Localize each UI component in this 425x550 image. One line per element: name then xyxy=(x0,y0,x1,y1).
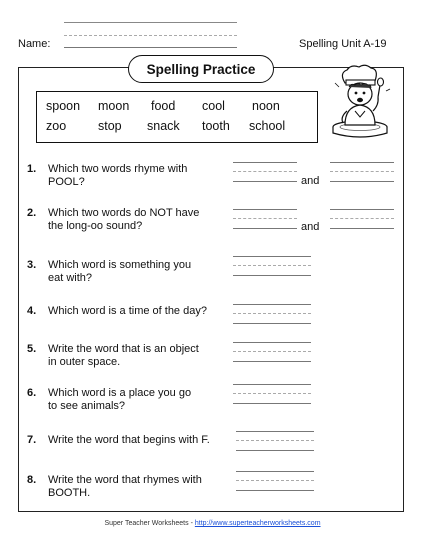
question-line: the long-oo sound? xyxy=(48,220,143,232)
question-line: Which word is a time of the day? xyxy=(48,305,207,317)
footer-text: Super Teacher Worksheets - xyxy=(104,520,195,527)
word-bank-word: noon xyxy=(252,99,280,113)
answer-line[interactable] xyxy=(330,209,394,229)
question-line: Write the word that is an object xyxy=(48,343,199,355)
question-line: to see animals? xyxy=(48,400,126,412)
name-write-line[interactable] xyxy=(64,47,237,48)
question-line: Write the word that begins with F. xyxy=(48,434,210,446)
word-bank-word: moon xyxy=(98,99,130,113)
name-label: Name: xyxy=(18,38,51,50)
answer-line[interactable] xyxy=(330,162,394,182)
word-bank-word: food xyxy=(151,99,176,113)
word-bank-word: cool xyxy=(202,99,225,113)
question-number: 8. xyxy=(27,474,37,486)
answer-line[interactable] xyxy=(233,304,311,324)
word-bank-word: zoo xyxy=(46,119,67,133)
answer-line[interactable] xyxy=(233,209,297,229)
and-label: and xyxy=(301,175,320,187)
question-number: 4. xyxy=(27,305,37,317)
word-bank xyxy=(36,91,318,143)
answer-line[interactable] xyxy=(236,471,314,491)
word-bank-word: spoon xyxy=(46,99,81,113)
and-label: and xyxy=(301,221,320,233)
word-bank-word: snack xyxy=(147,119,180,133)
answer-line[interactable] xyxy=(233,162,297,182)
question-number: 6. xyxy=(27,387,37,399)
question-text xyxy=(48,163,187,189)
answer-line[interactable] xyxy=(236,431,314,451)
answer-line[interactable] xyxy=(233,384,311,404)
question-line: Which two words rhyme with xyxy=(48,163,188,175)
worksheet-title: Spelling Practice xyxy=(128,55,274,83)
question-text xyxy=(48,305,207,318)
question-number: 7. xyxy=(27,434,37,446)
footer-link[interactable]: http://www.superteacherworksheets.com xyxy=(194,520,321,527)
question-text xyxy=(48,343,199,369)
answer-line[interactable] xyxy=(233,256,311,276)
question-line: POOL? xyxy=(48,176,85,188)
answer-line[interactable] xyxy=(233,342,311,362)
question-line: Which two words do NOT have xyxy=(48,207,200,219)
unit-label: Spelling Unit A-19 xyxy=(299,38,387,50)
question-text xyxy=(48,474,202,500)
question-text xyxy=(48,207,199,233)
question-number: 3. xyxy=(27,259,37,271)
question-text xyxy=(48,434,210,447)
name-guide-dash xyxy=(64,35,237,36)
chef-cartoon-icon xyxy=(325,63,395,143)
question-line: Which word is a place you go xyxy=(48,387,192,399)
question-number: 5. xyxy=(27,343,37,355)
question-line: BOOTH. xyxy=(48,487,91,499)
question-text xyxy=(48,259,191,285)
name-guide-top xyxy=(64,22,237,23)
question-line: Write the word that rhymes with xyxy=(48,474,202,486)
word-bank-word: stop xyxy=(98,119,122,133)
question-number: 2. xyxy=(27,207,37,219)
footer xyxy=(0,520,425,527)
word-bank-word: tooth xyxy=(202,119,230,133)
word-bank-word: school xyxy=(249,119,286,133)
question-number: 1. xyxy=(27,163,37,175)
question-line: in outer space. xyxy=(48,356,121,368)
question-text xyxy=(48,387,191,413)
question-line: Which word is something you xyxy=(48,259,192,271)
question-line: eat with? xyxy=(48,272,93,284)
